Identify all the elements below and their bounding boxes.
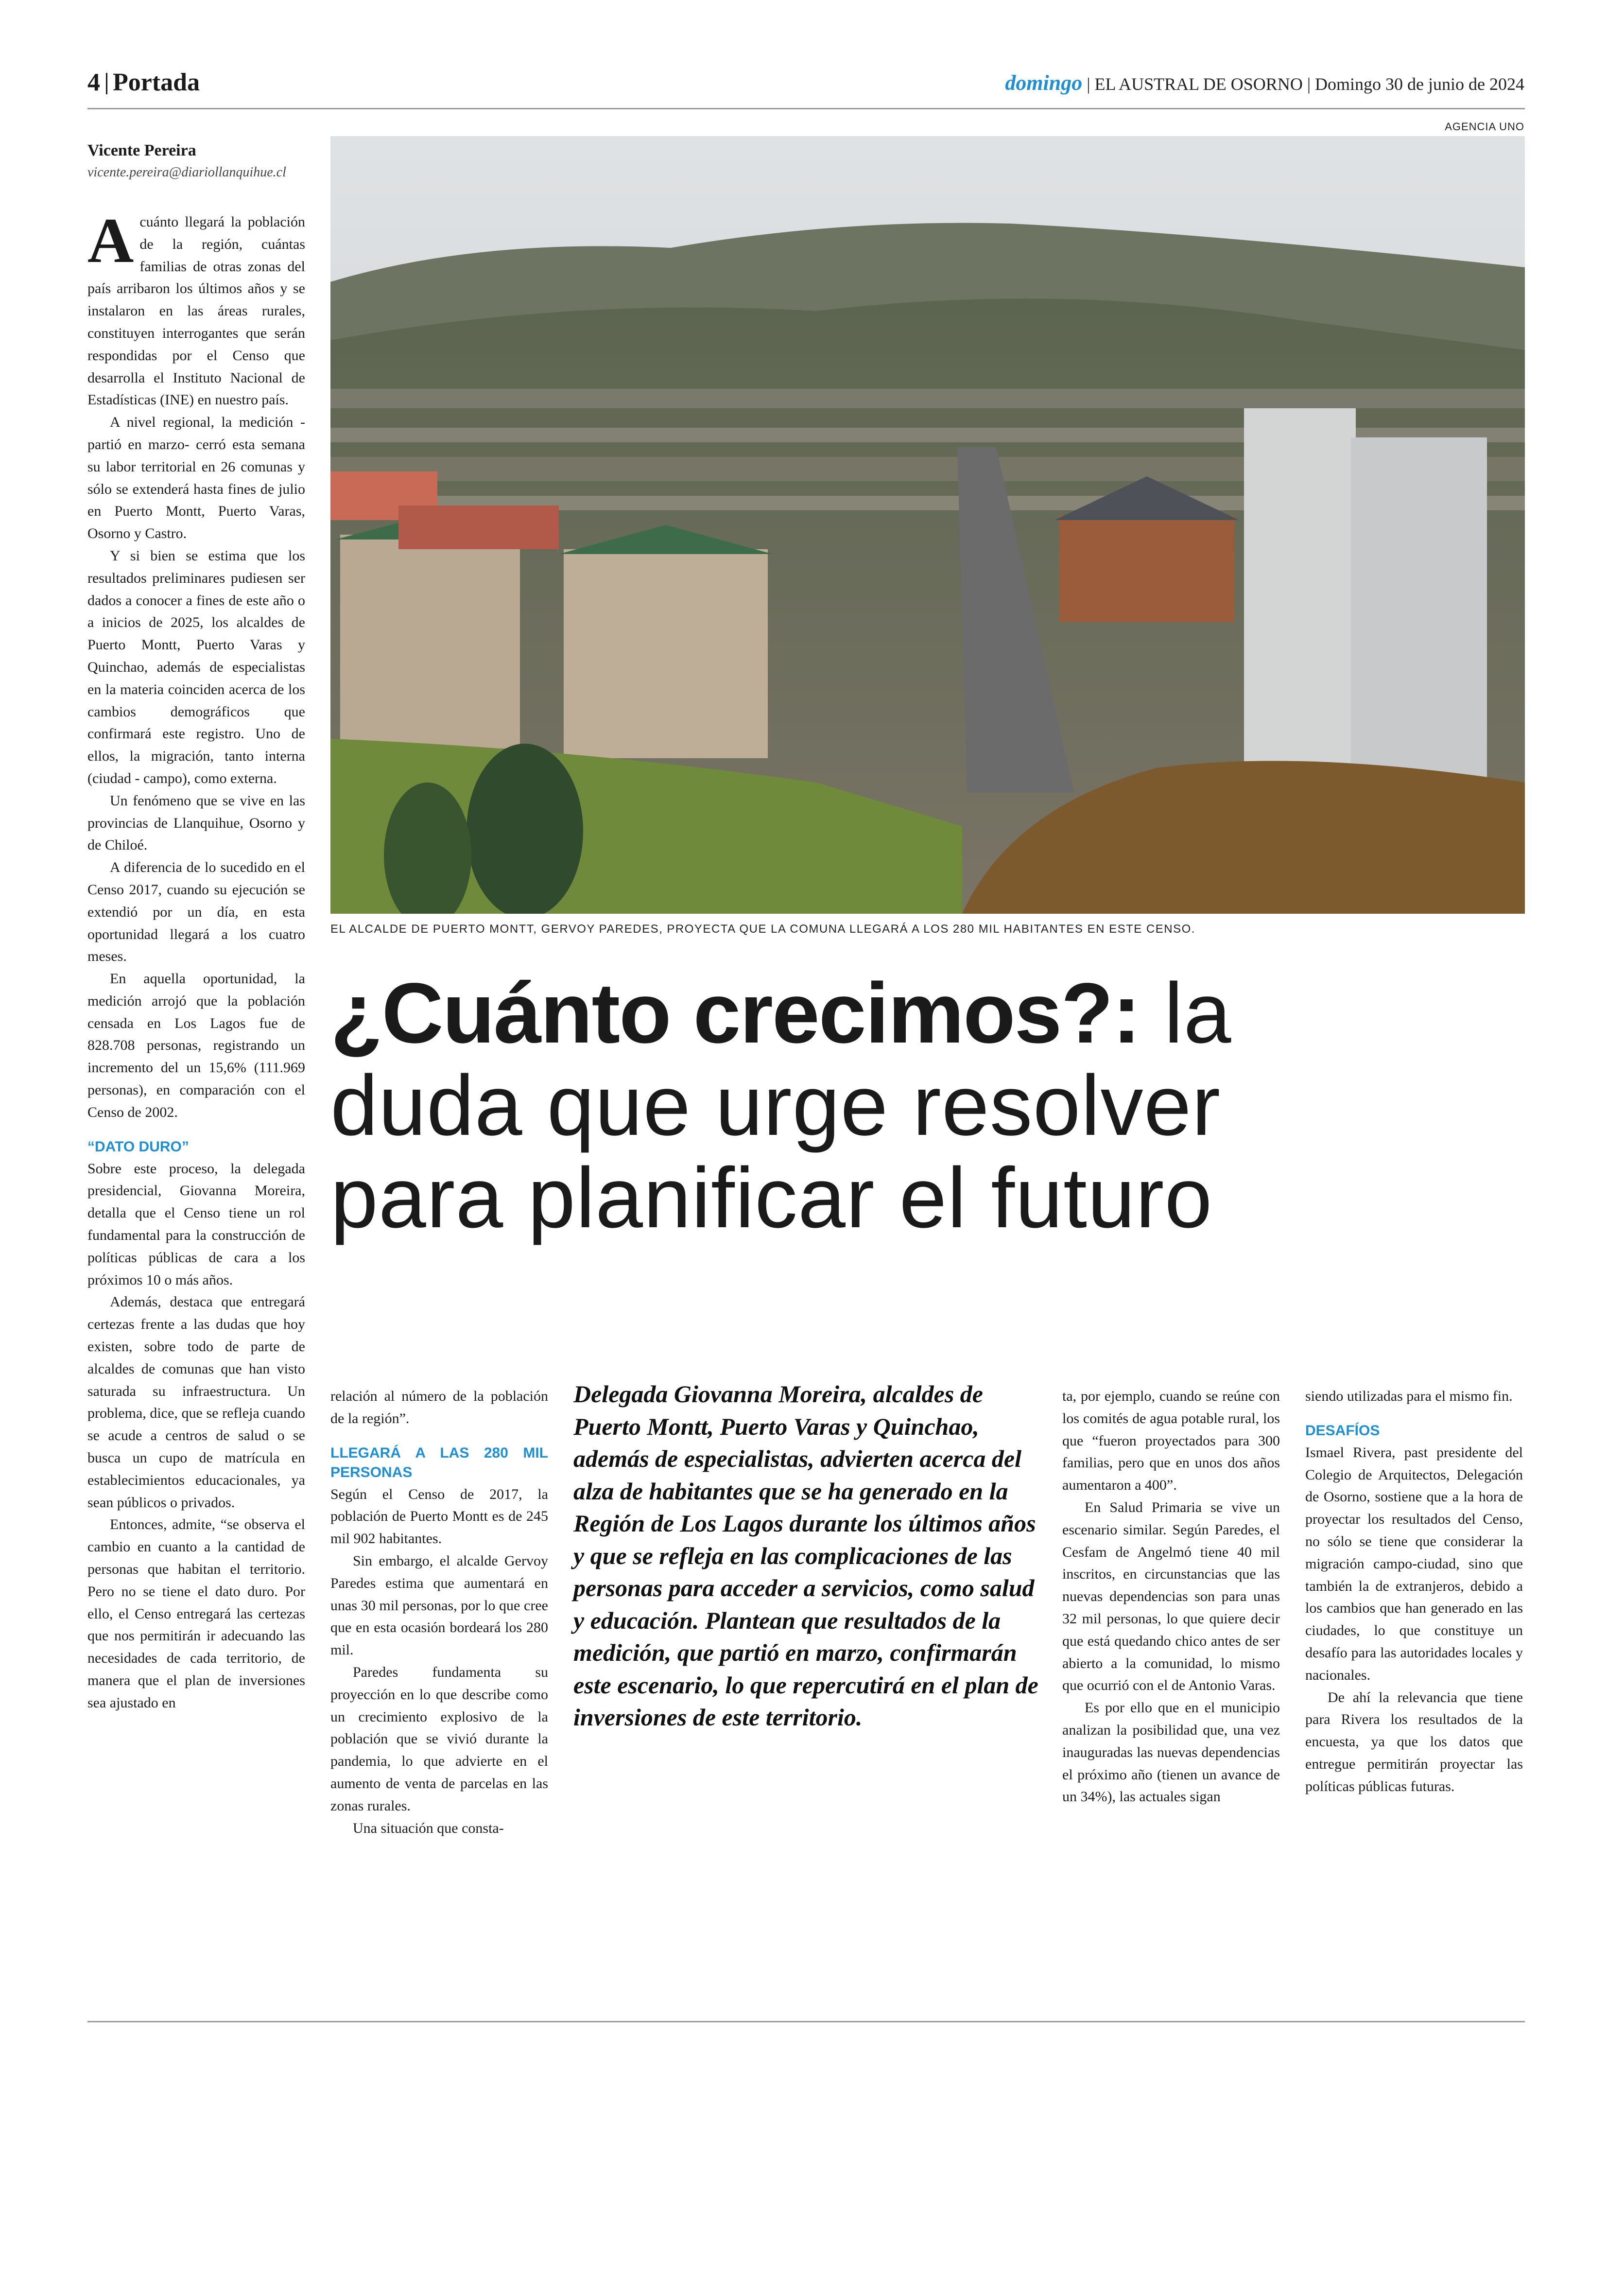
paper-name: EL AUSTRAL DE OSORNO: [1094, 74, 1303, 94]
page-number: 4: [87, 69, 100, 96]
paragraph: Sobre este proceso, la delegada presidencial, Giovanna Moreira, detalla que el Censo tiene un rol fundamental para la construcción de políticas públicas de cara a los próximos 10 o más años.: [87, 1160, 305, 1288]
issue-date: Domingo 30 de junio de 2024: [1315, 74, 1524, 94]
paragraph: Y si bien se estima que los resultados preliminares pudiesen ser dados a conocer a fines de este año o a inicios de 2025, los alcaldes de Puerto Montt, Puerto Varas y Quinchao, además de especialistas en la materia coinciden acerca de los cambios demográficos que confirmará este registro. Uno de ellos, la migración, tanto interna (ciudad - campo), como externa.: [87, 547, 305, 786]
paragraph: relación al número de la población de la región”.: [330, 1388, 548, 1426]
header-rule: [87, 108, 1525, 109]
pull-quote: Delegada Giovanna Moreira, alcaldes de Puerto Montt, Puerto Varas y Quinchao, además de especialistas, advierten acerca del alza de habitantes que se ha generado en la Región de Los Lagos durante los últimos años y que se refleja en las complicaciones de las personas para acceder a servicios, como salud y educación. Plantean que resultados de la medición, que partió en marzo, confirmarán este escenario, lo que repercutirá en el plan de inversiones de este territorio.: [573, 1380, 1038, 1731]
headline: [330, 967, 1525, 1244]
paragraph: A nivel regional, la medición -partió en marzo- cerró esta semana su labor territorial en 26 comunas y sólo se extenderá hasta fines de julio en Puerto Montt, Puerto Varas, Osorno y Castro.: [87, 414, 305, 542]
paragraph: De ahí la relevancia que tiene para Rivera los resultados de la encuesta, ya que los datos que entregue permitirán proyectar las políticas públicas futuras.: [1305, 1689, 1523, 1794]
article-column-1: [87, 205, 305, 1714]
headline-line-1: [330, 967, 1525, 1060]
paragraph: siendo utilizadas para el mismo fin.: [1305, 1388, 1513, 1404]
headline-bold: ¿Cuánto crecimos?:: [330, 966, 1140, 1061]
paragraph: Sin embargo, el alcalde Gervoy Paredes estima que aumentará en unas 30 mil personas, por lo que cree que en esta ocasión bordeará los 280 mil.: [330, 1552, 548, 1658]
paragraph: Una situación que consta-: [353, 1820, 504, 1836]
paragraph: Entonces, admite, “se observa el cambio en cuanto a la cantidad de personas que habitan el territorio. Pero no se tiene el dato duro. Por ello, el Censo entregará las certezas que nos permitirán ir adecuando las necesidades de cada territorio, de manera que el plan de inversiones sea ajustado en: [87, 1516, 305, 1711]
footer-rule: [87, 2021, 1525, 2022]
masthead: [1005, 71, 1524, 96]
photo-credit: AGENCIA UNO: [1445, 121, 1524, 133]
section-title: Portada: [113, 69, 200, 96]
subheading: LLEGARÁ A LAS 280 MIL PERSONAS: [330, 1444, 548, 1480]
headline-line-3: para planificar el futuro: [330, 1150, 1213, 1246]
drop-cap: A: [87, 205, 134, 276]
article-column-2: [330, 1385, 548, 1839]
article-column-5: [1305, 1385, 1523, 1798]
article-column-4: [1062, 1385, 1280, 1808]
headline-line-2: duda que urge resolver: [330, 1058, 1221, 1153]
city-photo: [330, 136, 1525, 914]
subheading: DESAFÍOS: [1305, 1422, 1380, 1439]
masthead-separator: |: [1307, 74, 1315, 94]
author-email: vicente.pereira@diariollanquihue.cl: [87, 165, 286, 180]
paragraph: A diferencia de lo sucedido en el Censo 2017, cuando su ejecución se extendió por un día, en esta oportunidad llegará a los cuatro meses.: [87, 859, 305, 965]
paragraph: Paredes fundamenta su proyección en lo que describe como un crecimiento explosivo de la población que se vivió durante la pandemia, lo que advierte en el aumento de venta de parcelas en las zonas rurales.: [330, 1664, 548, 1814]
paragraph: En Salud Primaria se vive un escenario similar. Según Paredes, el Cesfam de Angelmó tiene 40 mil inscritos, en circunstancias que las nuevas dependencias son para unas 32 mil personas, lo que quiere decir que está quedando chico antes de ser abierto a la comunidad, lo mismo que ocurrió con el de Antonio Varas.: [1062, 1499, 1280, 1694]
paragraph-text: cuánto llegará la población de la región, cuántas familias de otras zonas del país arribaron los últimos años y se instalaron en las áreas rurales, constituyen interrogantes que serán respondidas por el Censo que desarrolla el Instituto Nacional de Estadísticas (INE) en nuestro país.: [87, 214, 305, 408]
brand-name: domingo: [1005, 71, 1083, 95]
paragraph: Un fenómeno que se vive en las provincias de Llanquihue, Osorno y de Chiloé.: [87, 792, 305, 853]
paragraph: [87, 205, 305, 411]
subheading: “DATO DURO”: [87, 1138, 189, 1155]
photo-caption: EL ALCALDE DE PUERTO MONTT, GERVOY PAREDES, PROYECTA QUE LA COMUNA LLEGARÁ A LOS 280 MIL HABITANTES EN ESTE CENSO.: [330, 922, 1195, 936]
paragraph: Según el Censo de 2017, la población de Puerto Montt es de 245 mil 902 habitantes.: [330, 1486, 548, 1547]
paragraph: Es por ello que en el municipio analizan la posibilidad que, una vez inauguradas las nuevas dependencias el próximo año (tienen un avance de un 34%), las actuales sigan: [1062, 1700, 1280, 1805]
paragraph: Ismael Rivera, past presidente del Colegio de Arquitectos, Delegación de Osorno, sostiene que a la hora de proyectar los resultados del Censo, no sólo se tiene que considerar la migración campo-ciudad, sino que también la de extranjeros, debido a los cambios que han generado en las ciudades, lo que constituye un desafío para las autoridades locales y nacionales.: [1305, 1444, 1523, 1683]
headline-light: la: [1164, 966, 1232, 1061]
paragraph: ta, por ejemplo, cuando se reúne con los comités de agua potable rural, los que “fueron proyectados para 300 familias, pero que en unos dos años aumentaron a 400”.: [1062, 1388, 1280, 1494]
author-name: Vicente Pereira: [87, 141, 196, 159]
header-separator: [106, 73, 107, 94]
paragraph: Además, destaca que entregará certezas frente a las dudas que hoy existen, sobre todo de parte de alcaldes de comunas que han visto saturada su infraestructura. Un problema, dice, que se refleja cuando se acude a centros de salud o se busca un cupo de matrícula en establecimientos educacionales, ya sean públicos o privados.: [87, 1294, 305, 1511]
masthead-separator: |: [1087, 74, 1095, 94]
paragraph: En aquella oportunidad, la medición arrojó que la población censada en Los Lagos fue de 828.708 personas, registrando un incremento del un 15,6% (111.969 personas), en comparación con el Censo de 2002.: [87, 971, 305, 1120]
